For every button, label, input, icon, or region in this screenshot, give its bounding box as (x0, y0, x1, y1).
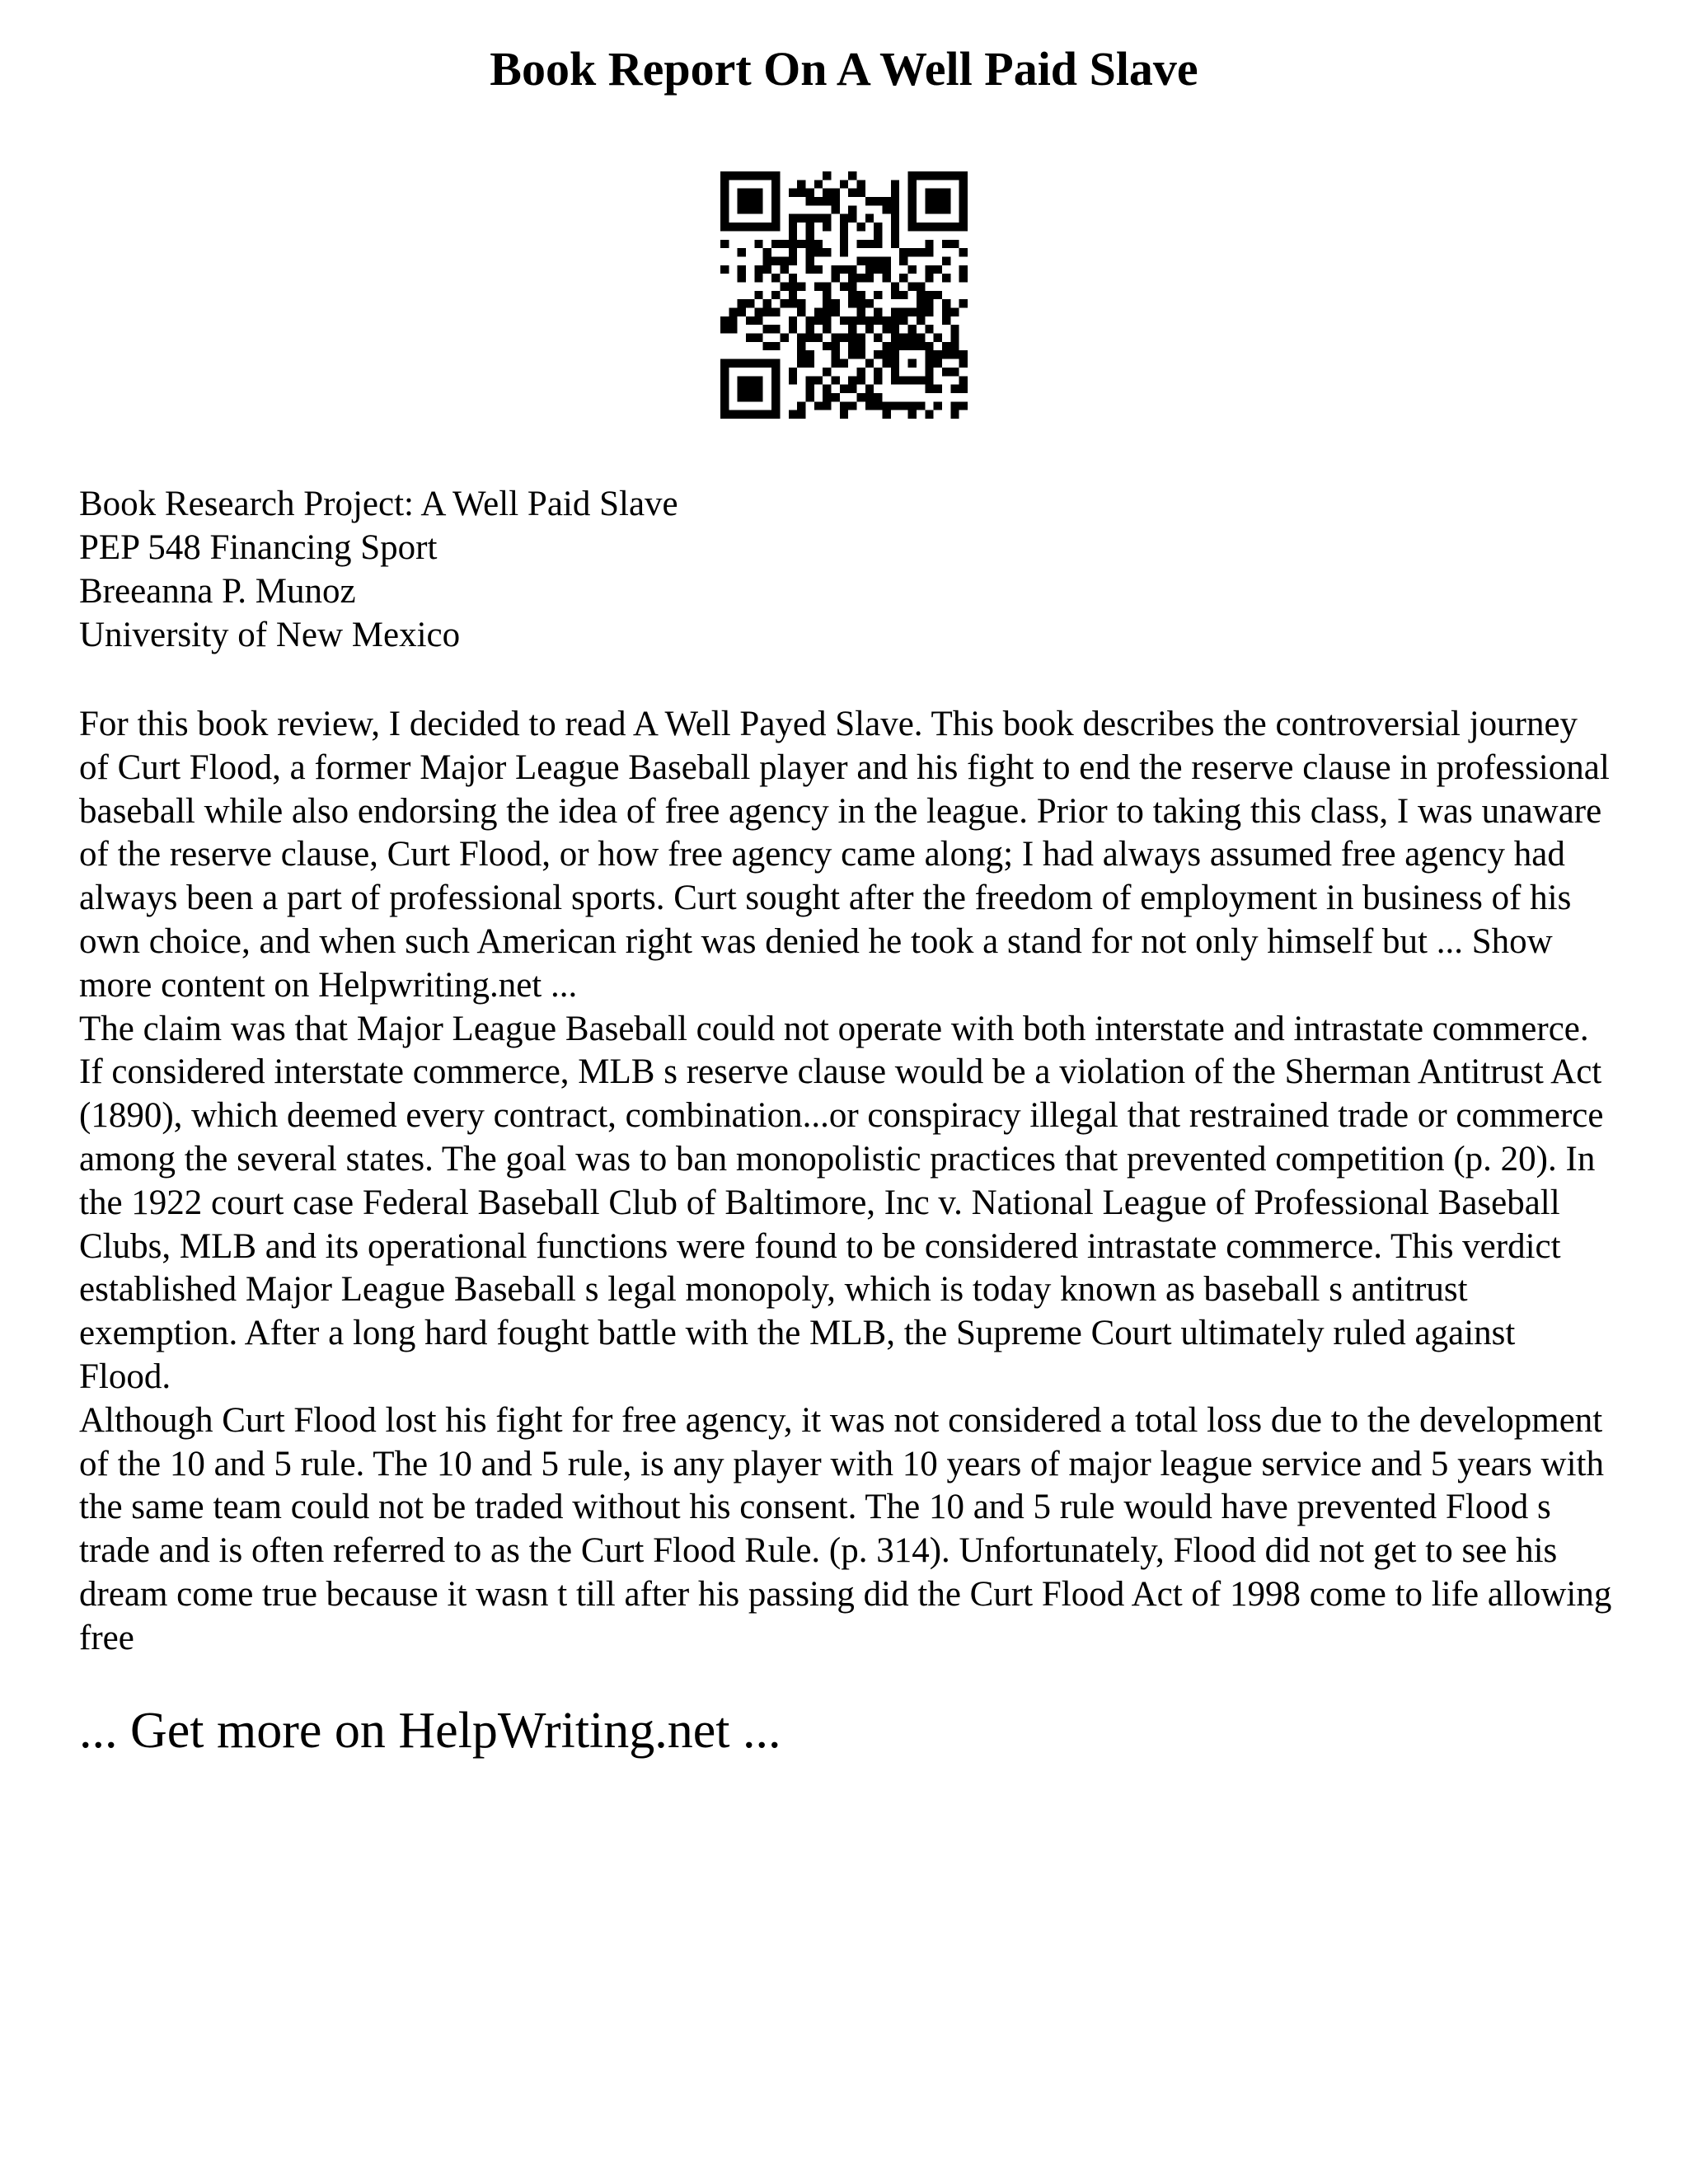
page-title: Book Report On A Well Paid Slave (490, 42, 1198, 96)
project-title-line: Book Research Project: A Well Paid Slave (79, 485, 678, 523)
paragraph: For this book review, I decided to read A Well Payed Slave. This book describes the controversial journey of Curt Flood, a former Major League Baseball player and his fight to end the reserve clause in professional baseball while also endorsing the idea of free agency in the league. Prior to taking this class, I was unaware of the reserve clause, Curt Flood, or how free agency came along; I had always assumed free agency had always been a part of professional sports. Curt sought after the freedom of employment in business of his own choice, and when such American right was denied he took a stand for not only himself but ... Show more content on Helpwriting.net ... (79, 705, 1610, 1005)
author-line: Breeanna P. Munoz (79, 572, 356, 611)
paragraph: Although Curt Flood lost his fight for free agency, it was not considered a total loss due to the development of the 10 and 5 rule. The 10 and 5 rule, is any player with 10 years of major league service and 5 years with the same team could not be traded without his consent. The 10 and 5 rule would have prevented Flood s trade and is often referred to as the Curt Flood Rule. (p. 314). Unfortunately, Flood did not get to see his dream come true because it wasn t till after his passing did the Curt Flood Act of 1998 come to life allowing free (79, 1400, 1612, 1657)
university-line: University of New Mexico (79, 616, 461, 654)
paragraph: The claim was that Major League Baseball could not operate with both interstate and intrastate commerce. If considered interstate commerce, MLB s reserve clause would be a violation of the Sherman Antitrust Act (1890), which deemed every contract, combination...or conspiracy illegal that restrained trade or commerce among the several states. The goal was to ban monopolistic practices that prevented competition (p. 20). In the 1922 court case Federal Baseball Club of Baltimore, Inc v. National League of Professional Baseball Clubs, MLB and its operational functions were found to be considered intrastate commerce. This verdict established Major League Baseball s legal monopoly, which is today known as baseball s antitrust exemption. After a long hard fought battle with the MLB, the Supreme Court ultimately ruled against Flood. (79, 1009, 1604, 1396)
report-body (79, 703, 1612, 1661)
course-line: PEP 548 Financing Sport (79, 528, 438, 567)
get-more-link[interactable]: ... Get more on HelpWriting.net ... (79, 1703, 781, 1759)
qr-code-icon (720, 171, 968, 419)
report-header-info (79, 482, 1612, 657)
